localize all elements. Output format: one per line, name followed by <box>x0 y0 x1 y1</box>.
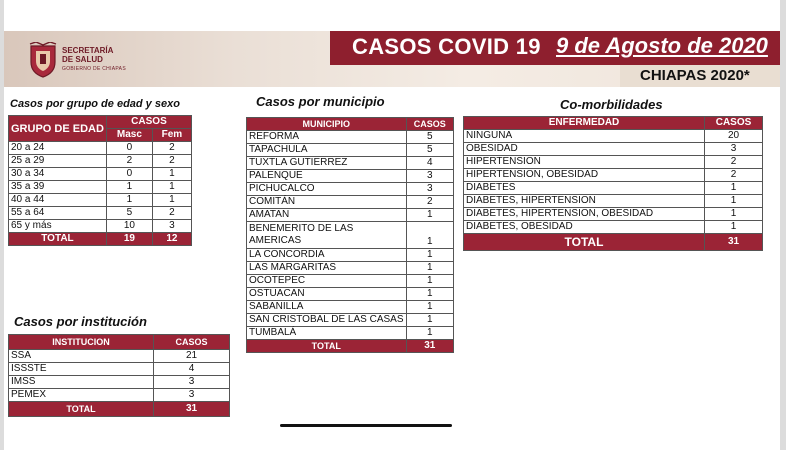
comorb-casos-cell: 1 <box>705 195 763 208</box>
table-row <box>9 220 192 233</box>
municipio-name-cell: BENEMERITO DE LAS AMERICAS <box>247 222 407 249</box>
comorb-casos-cell: 2 <box>705 169 763 182</box>
edad-fem-cell: 2 <box>152 142 191 155</box>
institucion-total-label: TOTAL <box>9 402 154 417</box>
comorb-name-cell: OBESIDAD <box>464 143 705 156</box>
table-row <box>247 262 454 275</box>
comorb-table <box>463 116 763 251</box>
org-logo-text <box>62 46 126 74</box>
comorb-casos-cell: 1 <box>705 182 763 195</box>
table-row <box>9 194 192 207</box>
comorb-total-row <box>464 234 763 251</box>
page-date: 9 de Agosto de 2020 <box>556 33 768 58</box>
table-row <box>247 249 454 262</box>
table-row <box>247 209 454 222</box>
comorb-casos-cell: 2 <box>705 156 763 169</box>
edad-group-cell: 65 y más <box>9 220 107 233</box>
municipio-name-cell: SABANILLA <box>247 301 407 314</box>
table-row <box>9 181 192 194</box>
municipio-casos-cell: 3 <box>406 183 454 196</box>
edad-section-title: Casos por grupo de edad y sexo <box>10 98 180 110</box>
comorb-name-cell: DIABETES, HIPERTENSION <box>464 195 705 208</box>
table-row <box>247 327 454 340</box>
bottom-scroll-indicator <box>280 424 452 427</box>
table-row <box>464 156 763 169</box>
edad-fem-cell: 2 <box>152 207 191 220</box>
institucion-total-value: 31 <box>154 402 230 417</box>
comorb-casos-cell: 1 <box>705 221 763 234</box>
comorb-total-label: TOTAL <box>464 234 705 251</box>
comorb-name-cell: DIABETES <box>464 182 705 195</box>
table-row <box>9 155 192 168</box>
comorb-header-casos: CASOS <box>705 117 763 130</box>
comorb-section-title: Co-morbilidades <box>560 97 663 112</box>
municipio-header-name: MUNICIPIO <box>247 118 407 131</box>
institucion-casos-cell: 3 <box>154 376 230 389</box>
edad-masc-cell: 1 <box>106 181 152 194</box>
edad-group-cell: 40 a 44 <box>9 194 107 207</box>
municipio-table <box>246 117 454 353</box>
table-row <box>247 196 454 209</box>
edad-fem-cell: 1 <box>152 168 191 181</box>
municipio-name-cell: REFORMA <box>247 131 407 144</box>
edad-masc-cell: 5 <box>106 207 152 220</box>
table-row <box>9 389 230 402</box>
municipio-name-cell: OCOTEPEC <box>247 275 407 288</box>
institucion-name-cell: SSA <box>9 350 154 363</box>
institucion-table <box>8 334 230 417</box>
municipio-header-casos: CASOS <box>406 118 454 131</box>
institucion-header-name: INSTITUCION <box>9 335 154 350</box>
municipio-casos-cell: 5 <box>406 144 454 157</box>
edad-header-group: GRUPO DE EDAD <box>9 116 107 142</box>
municipio-casos-cell: 1 <box>406 262 454 275</box>
municipio-casos-cell: 3 <box>406 170 454 183</box>
table-row <box>247 183 454 196</box>
municipio-total-row <box>247 340 454 353</box>
table-row <box>9 350 230 363</box>
table-row <box>9 363 230 376</box>
state-coat-of-arms-icon <box>28 42 58 78</box>
table-row <box>247 301 454 314</box>
edad-group-cell: 20 a 24 <box>9 142 107 155</box>
comorb-name-cell: HIPERTENSION <box>464 156 705 169</box>
institucion-total-row <box>9 402 230 417</box>
comorb-name-cell: HIPERTENSION, OBESIDAD <box>464 169 705 182</box>
comorb-casos-cell: 3 <box>705 143 763 156</box>
municipio-casos-cell: 1 <box>406 209 454 222</box>
table-row <box>464 143 763 156</box>
municipio-total-label: TOTAL <box>247 340 407 353</box>
municipio-name-cell: PICHUCALCO <box>247 183 407 196</box>
page-title: CASOS COVID 19 <box>352 34 541 59</box>
comorb-name-cell: NINGUNA <box>464 130 705 143</box>
institucion-casos-cell: 21 <box>154 350 230 363</box>
municipio-name-cell: TUMBALÁ <box>247 327 407 340</box>
edad-fem-cell: 2 <box>152 155 191 168</box>
municipio-casos-cell: 2 <box>406 196 454 209</box>
edad-header-fem: Fem <box>152 129 191 142</box>
municipio-casos-cell: 1 <box>406 327 454 340</box>
edad-total-masc: 19 <box>106 233 152 246</box>
municipio-casos-cell: 1 <box>406 301 454 314</box>
edad-fem-cell: 3 <box>152 220 191 233</box>
table-row <box>464 182 763 195</box>
institucion-header-casos: CASOS <box>154 335 230 350</box>
institucion-section-title: Casos por institución <box>14 314 147 329</box>
edad-table <box>8 115 192 246</box>
municipio-name-cell: AMATAN <box>247 209 407 222</box>
municipio-casos-cell: 1 <box>406 314 454 327</box>
table-row <box>464 169 763 182</box>
edad-masc-cell: 2 <box>106 155 152 168</box>
edad-masc-cell: 0 <box>106 168 152 181</box>
comorb-total-value: 31 <box>705 234 763 251</box>
municipio-casos-cell: 1 <box>406 249 454 262</box>
municipio-casos-cell: 4 <box>406 157 454 170</box>
edad-header-casos: CASOS <box>106 116 191 129</box>
table-row <box>9 376 230 389</box>
institucion-name-cell: PEMEX <box>9 389 154 402</box>
edad-total-fem: 12 <box>152 233 191 246</box>
table-row <box>9 142 192 155</box>
page-subtitle: CHIAPAS 2020* <box>640 67 750 84</box>
municipio-name-cell: PALENQUE <box>247 170 407 183</box>
table-row <box>9 207 192 220</box>
municipio-casos-cell: 1 <box>406 288 454 301</box>
institucion-casos-cell: 3 <box>154 389 230 402</box>
municipio-name-cell: SAN CRISTOBAL DE LAS CASAS <box>247 314 407 327</box>
edad-group-cell: 55 a 64 <box>9 207 107 220</box>
org-name-line1: SECRETARÍA <box>62 46 114 55</box>
institucion-name-cell: ISSSTE <box>9 363 154 376</box>
edad-total-label: TOTAL <box>9 233 107 246</box>
edad-total-row <box>9 233 192 246</box>
municipio-name-cell: COMITÁN <box>247 196 407 209</box>
municipio-name-cell: OSTUACAN <box>247 288 407 301</box>
edad-masc-cell: 0 <box>106 142 152 155</box>
table-row <box>247 144 454 157</box>
table-row <box>247 314 454 327</box>
municipio-name-cell: LAS MARGARITAS <box>247 262 407 275</box>
municipio-name-cell: LA CONCORDIA <box>247 249 407 262</box>
org-name-line3: GOBIERNO DE CHIAPAS <box>62 66 126 72</box>
table-row <box>464 221 763 234</box>
edad-group-cell: 25 a 29 <box>9 155 107 168</box>
edad-header-masc: Masc <box>106 129 152 142</box>
municipio-casos-cell: 1 <box>406 222 454 249</box>
municipio-name-cell: TUXTLA GUTIERREZ <box>247 157 407 170</box>
org-name-line2: DE SALUD <box>62 55 103 64</box>
table-row <box>247 170 454 183</box>
table-row <box>247 222 454 249</box>
comorb-casos-cell: 1 <box>705 208 763 221</box>
comorb-header-name: ENFERMEDAD <box>464 117 705 130</box>
comorb-casos-cell: 20 <box>705 130 763 143</box>
table-row <box>464 208 763 221</box>
municipio-total-value: 31 <box>406 340 454 353</box>
municipio-casos-cell: 1 <box>406 275 454 288</box>
municipio-section-title: Casos por municipio <box>256 94 385 109</box>
table-row <box>247 288 454 301</box>
edad-masc-cell: 10 <box>106 220 152 233</box>
municipio-casos-cell: 5 <box>406 131 454 144</box>
edad-masc-cell: 1 <box>106 194 152 207</box>
table-row <box>9 168 192 181</box>
edad-group-cell: 35 a 39 <box>9 181 107 194</box>
edad-group-cell: 30 a 34 <box>9 168 107 181</box>
right-frame-edge <box>780 0 786 450</box>
institucion-name-cell: IMSS <box>9 376 154 389</box>
table-row <box>247 275 454 288</box>
institucion-casos-cell: 4 <box>154 363 230 376</box>
table-row <box>247 157 454 170</box>
comorb-name-cell: DIABETES, OBESIDAD <box>464 221 705 234</box>
edad-fem-cell: 1 <box>152 181 191 194</box>
comorb-name-cell: DIABETES, HIPERTENSION, OBESIDAD <box>464 208 705 221</box>
table-row <box>464 130 763 143</box>
edad-fem-cell: 1 <box>152 194 191 207</box>
table-row <box>247 131 454 144</box>
table-row <box>464 195 763 208</box>
municipio-name-cell: TAPACHULA <box>247 144 407 157</box>
